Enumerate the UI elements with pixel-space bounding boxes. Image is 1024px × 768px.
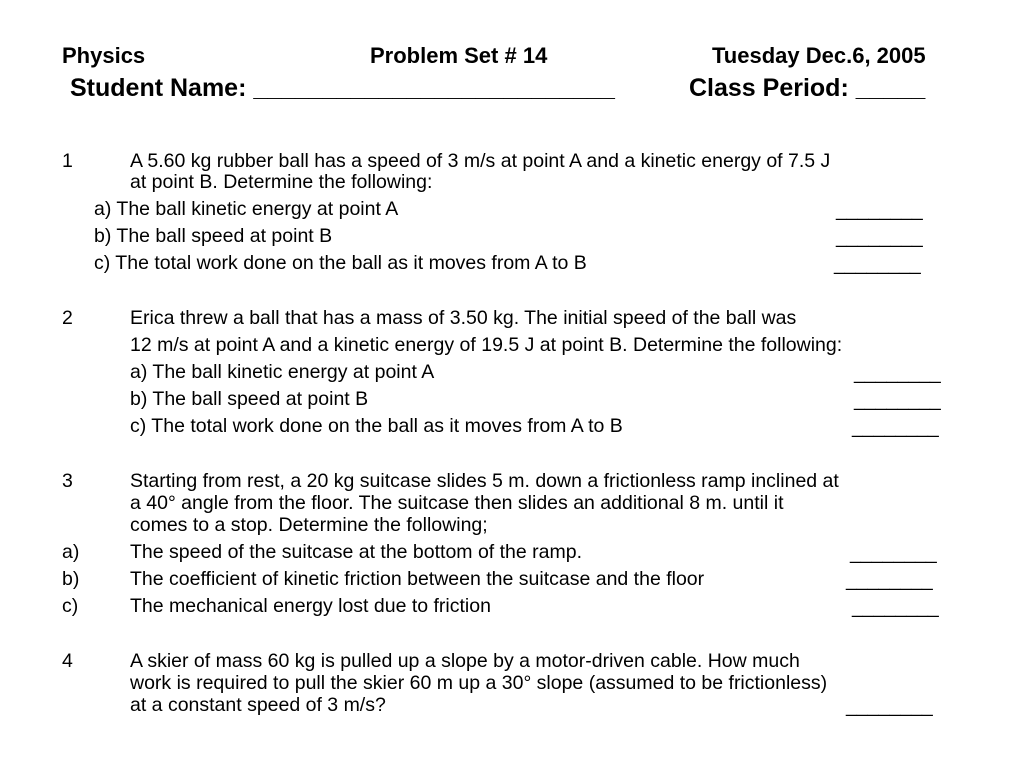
problem-2-answer-a-blank: ________ — [854, 362, 941, 384]
problem-1-part-a: a) The ball kinetic energy at point A — [94, 198, 399, 220]
problem-1-answer-b-blank: ________ — [836, 226, 923, 248]
problem-3-part-a: The speed of the suitcase at the bottom of the ramp. — [130, 541, 583, 563]
problem-3-answer-a-blank: ________ — [850, 542, 937, 564]
problem-4-line-3: at a constant speed of 3 m/s? — [130, 694, 386, 716]
problem-2-number: 2 — [62, 307, 73, 329]
problem-3-part-c: The mechanical energy lost due to friction — [130, 595, 491, 617]
problem-3-part-c-label: c) — [62, 595, 79, 617]
problem-3-answer-b-blank: ________ — [846, 569, 933, 591]
problem-3-line-1: Starting from rest, a 20 kg suitcase slides 5 m. down a frictionless ramp inclined at — [130, 470, 839, 492]
problem-4-line-2: work is required to pull the skier 60 m up a 30° slope (assumed to be frictionless) — [130, 672, 828, 694]
problem-2-answer-b-blank: ________ — [854, 389, 941, 411]
problem-2-answer-c-blank: ________ — [852, 416, 939, 438]
problem-2-line-2: 12 m/s at point A and a kinetic energy of 19.5 J at point B. Determine the following: — [130, 334, 843, 356]
date-heading: Tuesday Dec.6, 2005 — [712, 43, 926, 68]
problem-3-number: 3 — [62, 470, 73, 492]
problem-4-number: 4 — [62, 650, 73, 672]
problem-4-answer-blank: ________ — [846, 695, 933, 717]
problem-2-part-c: c) The total work done on the ball as it moves from A to B — [130, 415, 623, 437]
problem-set-heading: Problem Set # 14 — [370, 43, 548, 68]
problem-1-part-c: c) The total work done on the ball as it moves from A to B — [94, 252, 587, 274]
problem-1-line-1: A 5.60 kg rubber ball has a speed of 3 m/s at point A and a kinetic energy of 7.5 J — [130, 150, 831, 172]
student-name-field: Student Name: __________________________ — [70, 74, 615, 102]
subject-heading: Physics — [62, 43, 146, 68]
class-period-field: Class Period: _____ — [689, 74, 926, 102]
problem-2-line-1: Erica threw a ball that has a mass of 3.50 kg. The initial speed of the ball was — [130, 307, 797, 329]
problem-1-line-2: at point B. Determine the following: — [130, 171, 433, 193]
problem-1-number: 1 — [62, 150, 73, 172]
problem-3-part-a-label: a) — [62, 541, 80, 563]
problem-1-part-b: b) The ball speed at point B — [94, 225, 333, 247]
problem-4-line-1: A skier of mass 60 kg is pulled up a slope by a motor-driven cable. How much — [130, 650, 800, 672]
problem-1-answer-c-blank: ________ — [834, 253, 921, 275]
problem-2-part-a: a) The ball kinetic energy at point A — [130, 361, 435, 383]
problem-2-part-b: b) The ball speed at point B — [130, 388, 369, 410]
problem-1-answer-a-blank: ________ — [836, 199, 923, 221]
problem-3-part-b: The coefficient of kinetic friction between the suitcase and the floor — [130, 568, 705, 590]
problem-3-part-b-label: b) — [62, 568, 80, 590]
problem-3-line-3: comes to a stop. Determine the following; — [130, 514, 488, 536]
problem-3-answer-c-blank: ________ — [852, 596, 939, 618]
problem-3-line-2: a 40° angle from the floor. The suitcase then slides an additional 8 m. until it — [130, 492, 784, 514]
